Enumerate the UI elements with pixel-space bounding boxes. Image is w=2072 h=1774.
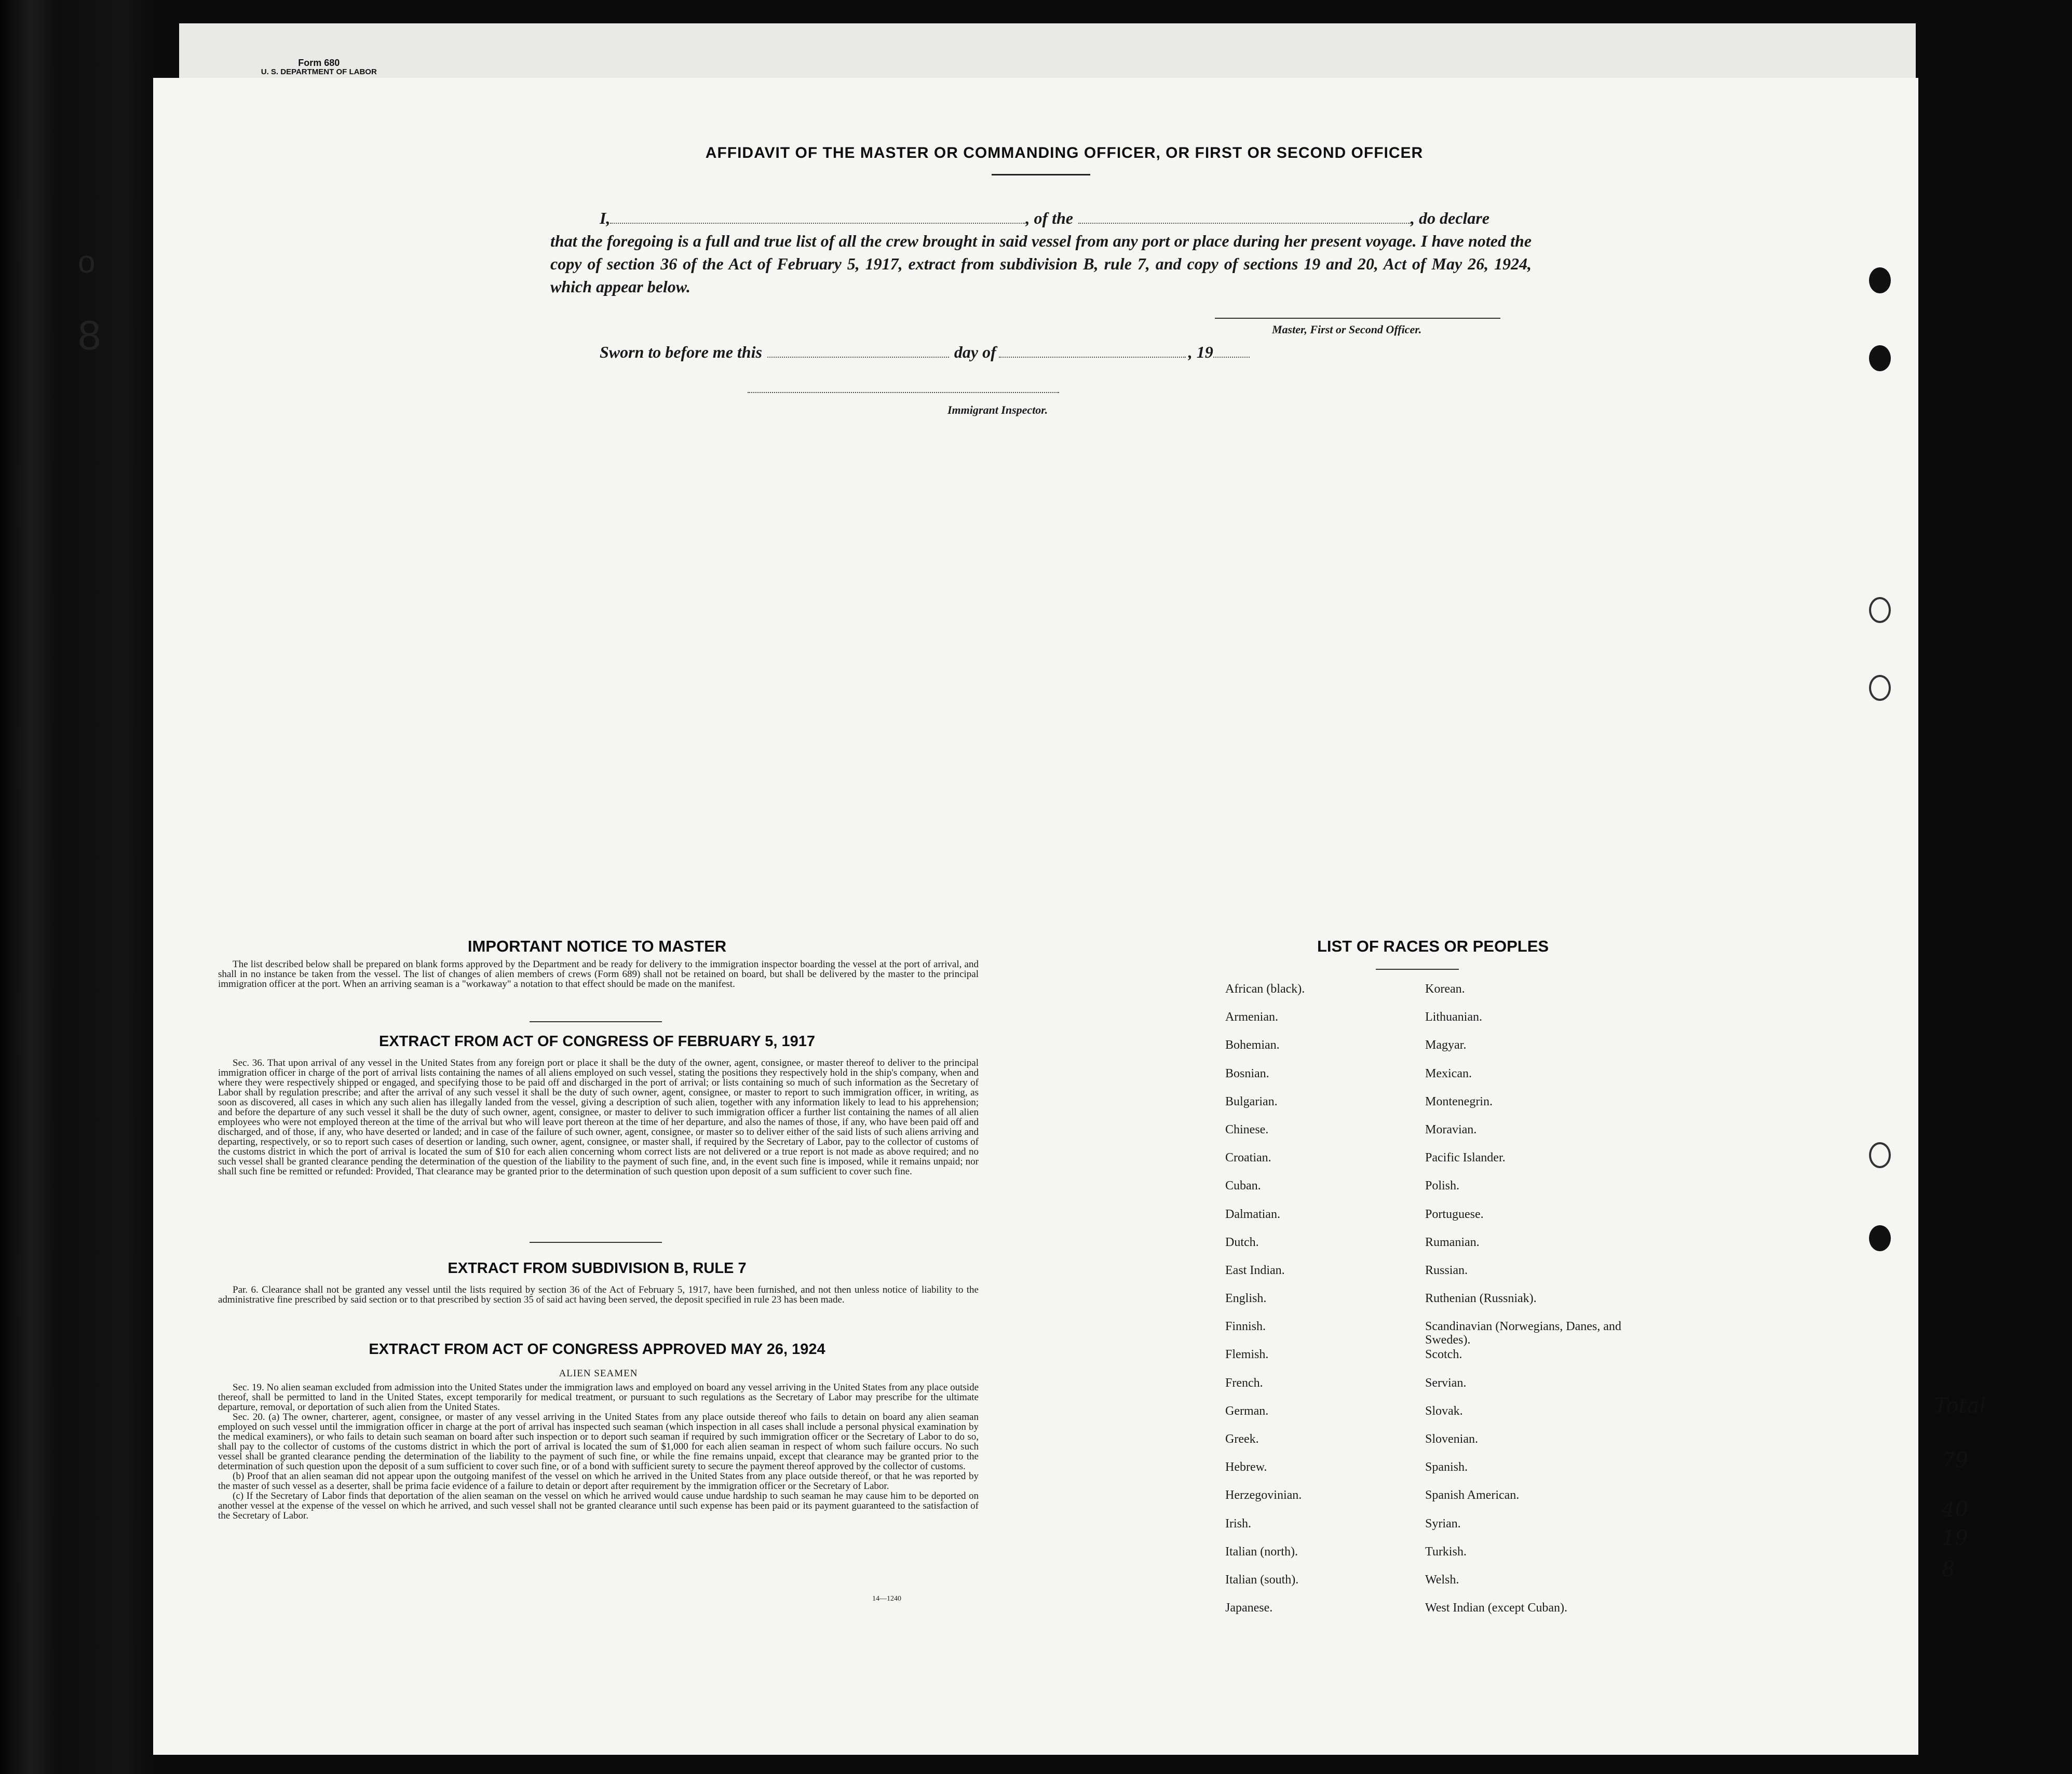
race-row (1225, 1460, 1641, 1488)
race-entry: Cuban. (1225, 1179, 1261, 1193)
notice-title: IMPORTANT NOTICE TO MASTER (467, 937, 727, 955)
race-row (1225, 1151, 1641, 1179)
sec19-text: Sec. 19. No alien seaman excluded from admission into the United States under the immigration laws and employed on board any vessel arriving in the United States from any place outside thereof, shall be permitted to land in the United States, except temporarily for medical treatment, or pursuant to such regulations as the Secretary of Labor may prescribe for the ultimate departure, removal, or deportation of such alien from the United States. (218, 1382, 979, 1413)
race-entry: Turkish. (1425, 1545, 1467, 1559)
margin-total-label: Total (1934, 1394, 1986, 1418)
races-title: LIST OF RACES OR PEOPLES (1317, 937, 1549, 955)
affidavit-block (550, 207, 1532, 298)
race-entry: Moravian. (1425, 1122, 1477, 1136)
race-row (1225, 1488, 1641, 1516)
form-code: 14—1240 (872, 1595, 901, 1603)
margin-total-number: 19 (1942, 1526, 1968, 1550)
affidavit-do-declare: , do declare (1411, 209, 1489, 227)
race-entry: Lithuanian. (1425, 1010, 1482, 1024)
race-entry: Bohemian. (1225, 1038, 1280, 1052)
race-entry: Armenian. (1225, 1010, 1278, 1024)
punch-hole (1869, 675, 1891, 701)
race-entry: Montenegrin. (1425, 1094, 1493, 1108)
back-form-number: Form 680 (298, 58, 340, 68)
extract-rule7-title: EXTRACT FROM SUBDIVISION B, RULE 7 (448, 1260, 747, 1277)
affidavit-of-the: , of the (1025, 209, 1073, 227)
race-row (1225, 1292, 1641, 1320)
race-entry: West Indian (except Cuban). (1425, 1601, 1567, 1615)
race-row (1225, 1573, 1641, 1601)
section-rule (530, 1242, 662, 1243)
punch-hole (1869, 1225, 1891, 1251)
races-rule (1376, 969, 1459, 970)
extract-1924-body (218, 1365, 979, 1521)
race-row (1225, 1264, 1641, 1292)
race-row (1225, 1179, 1641, 1207)
race-entry: Scotch. (1425, 1348, 1462, 1362)
race-entry: Japanese. (1225, 1601, 1273, 1615)
race-row (1225, 1404, 1641, 1432)
punch-hole (1869, 345, 1891, 371)
margin-total-number: 79 (1942, 1448, 1968, 1472)
race-row (1225, 1010, 1641, 1038)
race-entry: Magyar. (1425, 1038, 1467, 1052)
race-entry: Scandinavian (Norwegians, Danes, and Swedes). (1425, 1320, 1621, 1347)
race-row (1225, 1038, 1641, 1066)
sworn-line (600, 343, 1250, 362)
sec20a-text: Sec. 20. (a) The owner, charterer, agent, consignee, or master of any vessel arriving in the United States from any place outside thereof who fails to detain on board any alien seaman employed on such vessel until the immigration officer in charge at the port of arrival has inspected such seaman (which inspection in all cases shall include a personal physical examination by the medical examiners), or who fails to detain such seaman on board after such inspection or to deport such seaman if required by such immigration officer or the Secretary of Labor to do so, shall pay to the collector of customs of the customs district in which the port of arrival is located the sum of $1,000 for each alien seaman in respect of whom such failure occurs. No such vessel shall be granted clearance pending the determination of the liability to the payment of such fine, or while the fine remains unpaid, except that clearance may be granted prior to the determination of such question upon the deposit of a sum sufficient to cover such fine, or of a bond with sufficient surety to secure the payment thereof approved by the collector of customs. (218, 1412, 979, 1472)
sworn-mid: day of (954, 343, 996, 361)
title-rule (992, 174, 1090, 175)
race-entry: French. (1225, 1376, 1263, 1390)
race-row (1225, 982, 1641, 1010)
sec20b-text: (b) Proof that an alien seaman did not appear upon the outgoing manifest of the vessel on which he arrived in the United States from any place outside thereof, or that he was reported by the master of such vessel as a deserter, shall be prima facie evidence of a failure to detain or deport after requirement by the immigration officer or the Secretary of Labor. (218, 1471, 979, 1492)
race-entry: Spanish American. (1425, 1488, 1520, 1502)
race-entry: Syrian. (1425, 1516, 1461, 1531)
affidavit-line-i: I, (600, 209, 611, 227)
extract-1917-body (218, 1058, 979, 1176)
extract-rule7-body (218, 1285, 979, 1305)
race-entry: Korean. (1425, 982, 1465, 996)
race-row (1225, 1320, 1641, 1348)
back-department: U. S. DEPARTMENT OF LABOR (261, 67, 377, 76)
race-entry: Slovenian. (1425, 1432, 1478, 1446)
race-entry: Italian (south). (1225, 1573, 1299, 1587)
race-row (1225, 1236, 1641, 1264)
race-entry: Ruthenian (Russniak). (1425, 1292, 1537, 1306)
affidavit-title: AFFIDAVIT OF THE MASTER OR COMMANDING OFFICER, OR FIRST OR SECOND OFFICER (705, 144, 1424, 161)
extract-1924-title: EXTRACT FROM ACT OF CONGRESS APPROVED MAY 26, 1924 (369, 1341, 825, 1358)
race-entry: Polish. (1425, 1179, 1460, 1193)
year-blank (1213, 357, 1250, 358)
section-rule (530, 1021, 662, 1022)
notice-text: The list described below shall be prepared on blank forms approved by the Department and be ready for delivery to the immigration inspector boarding the vessel at the port of arrival, and shall in no instance be taken from the vessel. The list of changes of alien members of crews (Form 689) shall not be retained on board, but shall be delivered by the master to the principal immigration officer at the port. When an arriving seaman is a "workaway" a notation to that effect should be made on the manifest. (218, 959, 979, 990)
race-entry: Bosnian. (1225, 1066, 1269, 1080)
race-row (1225, 1376, 1641, 1404)
margin-mark-8: 8 (78, 312, 101, 358)
race-row (1225, 1067, 1641, 1095)
races-list (1225, 982, 1641, 1629)
race-entry: Dutch. (1225, 1235, 1259, 1249)
month-blank (999, 357, 1186, 358)
sworn-end: , 19 (1188, 343, 1213, 361)
race-entry: East Indian. (1225, 1263, 1285, 1277)
race-entry: Slovak. (1425, 1404, 1463, 1418)
race-entry: Croatian. (1225, 1151, 1271, 1165)
race-entry: Bulgarian. (1225, 1094, 1278, 1108)
punch-hole (1869, 1142, 1891, 1168)
race-entry: Finnish. (1225, 1320, 1266, 1334)
inspector-line (748, 392, 1059, 393)
race-entry: Flemish. (1225, 1348, 1269, 1362)
par6-text: Par. 6. Clearance shall not be granted any vessel until the lists required by section 36 of the Act of February 5, 1917, have been furnished, and not then unless notice of liability to the administrative fine prescribed by said section or to that prescribed by section 35 of said act having been served, the deposit specified in rule 23 has been made. (218, 1284, 979, 1305)
race-entry: Greek. (1225, 1432, 1259, 1446)
inspector-caption: Immigrant Inspector. (947, 403, 1048, 416)
race-entry: Italian (north). (1225, 1545, 1298, 1559)
notice-body (218, 959, 979, 989)
affidavit-body: that the foregoing is a full and true list of all the crew brought in said vessel from any port or place during her present voyage. I have noted the copy of section 36 of the Act of February 5, 1917, extract from subdivision B, rule 7, and copy of sections 19 and 20, Act of May 26, 1924, which appear below. (550, 232, 1532, 296)
race-entry: Chinese. (1225, 1122, 1269, 1136)
race-entry: Russian. (1425, 1263, 1468, 1277)
race-entry: Portuguese. (1425, 1207, 1484, 1221)
day-blank (767, 357, 949, 358)
signature-line (1215, 318, 1500, 319)
race-entry: Hebrew. (1225, 1460, 1267, 1474)
margin-total-number: 8 (1942, 1558, 1955, 1581)
sec36-text: Sec. 36. That upon arrival of any vessel in the United States from any foreign port or place it shall be the duty of the owner, agent, consignee, or master thereof to deliver to the principal immigration officer in charge of the port of arrival lists containing the names of all aliens employed on such vessel, stating the positions they respectively hold in the ship's company, when and where they were respectively shipped or engaged, and specifying those to be paid off and discharged in the port of arrival; or lists containing so much of such information as the Secretary of Labor shall by regulation prescribe; and after the arrival of any such vessel it shall be the duty of such owner, agent, consignee, or master to report to such immigration officer, in writing, as soon as discovered, all cases in which any such alien has illegally landed from the vessel, giving a description of such alien, together with any information likely to lead to his apprehension; and before the departure of any such vessel it shall be the duty of such owner, agent, consignee, or master to deliver to such immigration officer a further list containing the names of all alien employees who were not employed thereon at the time of the arrival but who will leave port thereon at the time of her departure, and also the names of those, if any, who have been paid off and discharged, and of those, if any, who have deserted or landed; and in case of the failure of such owner, agent, consignee, or master so to deliver either of the said lists of such aliens arriving and departing, respectively, or so to report such cases of desertion or landing, such owner, agent, consignee, or master shall, if required by the Secretary of Labor, pay to the collector of customs of the customs district in which the port of arrival is located the sum of $10 for each alien concerning whom correct lists are not delivered or a true report is not made as above required; and no such vessel shall be granted clearance pending the determination of the question of the liability to the payment of such fine, and, in the event such fine is imposed, while it remains unpaid; nor shall such fine be remitted or refunded: Provided, That clearance may be granted prior to the determination of such question upon deposit of a sum sufficient to cover such fine. (218, 1058, 979, 1177)
race-entry: Irish. (1225, 1516, 1251, 1531)
race-row (1225, 1517, 1641, 1545)
alien-seamen-subtitle: ALIEN SEAMEN (559, 1368, 638, 1379)
margin-total-number: 40 (1942, 1498, 1968, 1522)
name-blank (610, 223, 1025, 224)
extract-1917-title: EXTRACT FROM ACT OF CONGRESS OF FEBRUARY 5, 1917 (378, 1033, 816, 1050)
sworn-start: Sworn to before me this (600, 343, 762, 361)
race-row (1225, 1348, 1641, 1376)
race-row (1225, 1095, 1641, 1123)
race-entry: Pacific Islander. (1425, 1151, 1506, 1165)
race-row (1225, 1601, 1641, 1629)
punch-hole (1869, 267, 1891, 293)
race-entry: Dalmatian. (1225, 1207, 1280, 1221)
sec20c-text: (c) If the Secretary of Labor finds that deportation of the alien seaman on the vessel on which he arrived would cause undue hardship to such seaman he may cause him to be deported on another vessel at the expense of the vessel on which he arrived, and such vessel shall not be granted clearance until such expense has been paid or its payment guaranteed to the satisfaction of the Secretary of Labor. (218, 1491, 979, 1521)
race-entry: Welsh. (1425, 1573, 1459, 1587)
race-entry: Spanish. (1425, 1460, 1468, 1474)
margin-mark-o: o (78, 245, 96, 279)
race-entry: Rumanian. (1425, 1235, 1480, 1249)
race-row (1225, 1432, 1641, 1460)
race-entry: English. (1225, 1292, 1267, 1306)
punch-hole (1869, 597, 1891, 623)
race-entry: African (black). (1225, 982, 1305, 996)
race-row (1225, 1208, 1641, 1236)
race-row (1225, 1545, 1641, 1573)
signature-caption: Master, First or Second Officer. (1272, 323, 1422, 336)
race-entry: Mexican. (1425, 1066, 1472, 1080)
vessel-blank (1078, 223, 1411, 224)
race-row (1225, 1123, 1641, 1151)
race-entry: German. (1225, 1404, 1269, 1418)
race-entry: Servian. (1425, 1376, 1467, 1390)
race-entry: Herzegovinian. (1225, 1488, 1302, 1502)
